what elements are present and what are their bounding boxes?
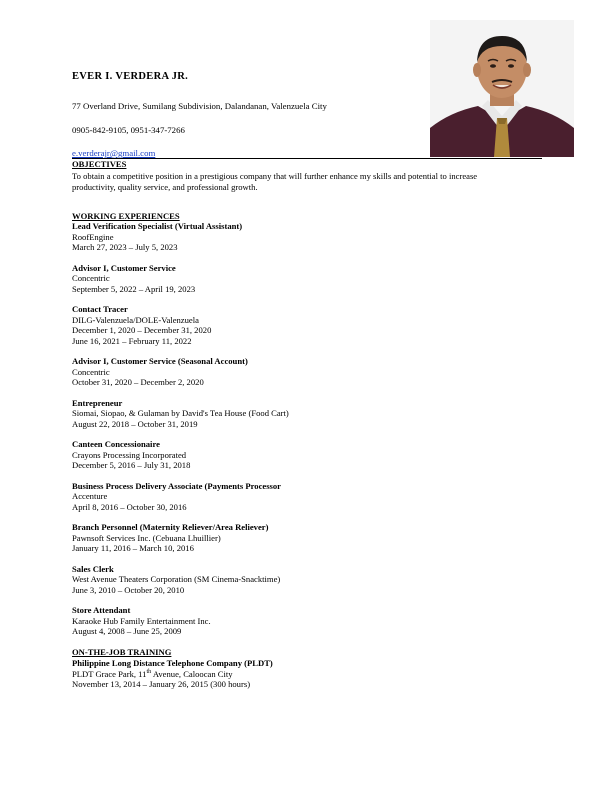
job-entry — [72, 481, 552, 513]
job-title: Advisor I, Customer Service — [72, 262, 176, 273]
job-employer: DILG-Valenzuela/DOLE-Valenzuela — [72, 314, 199, 325]
portrait-illustration — [430, 20, 574, 157]
job-title: Contact Tracer — [72, 304, 128, 314]
applicant-name: EVER I. VERDERA JR. — [72, 71, 189, 82]
job-employer: RoofEngine — [72, 231, 114, 242]
ojt-entry — [72, 658, 552, 690]
applicant-address: 77 Overland Drive, Sumilang Subdivision, Dalandanan, Valenzuela City — [72, 101, 327, 111]
job-employer: Concentric — [72, 366, 110, 377]
objectives-heading: OBJECTIVES — [72, 159, 127, 169]
job-dates: June 16, 2021 – February 11, 2022 — [72, 335, 192, 346]
job-entry — [72, 564, 552, 596]
job-title: Business Process Delivery Associate (Payments Processor — [72, 480, 281, 491]
job-employer: Crayons Processing Incorporated — [72, 449, 187, 460]
work-experience-heading: WORKING EXPERIENCES — [72, 211, 180, 221]
job-dates: April 8, 2016 – October 30, 2016 — [72, 501, 187, 512]
work-experience-list — [72, 221, 552, 647]
job-title: Lead Verification Specialist (Virtual Assistant) — [72, 221, 243, 231]
ojt-dates: November 13, 2014 – January 26, 2015 (300 hours) — [72, 679, 251, 689]
job-employer: Accenture — [72, 491, 108, 501]
applicant-phone: 0905-842-9105, 0951-347-7266 — [72, 125, 185, 135]
job-employer: Concentric — [72, 273, 110, 283]
job-title: Canteen Concessionaire — [72, 439, 160, 449]
job-dates: September 5, 2022 – April 19, 2023 — [72, 283, 196, 294]
job-entry — [72, 605, 552, 637]
job-employer: West Avenue Theaters Corporation (SM Cinema-Snacktime) — [72, 574, 281, 584]
ojt-address-sup: th — [146, 668, 152, 675]
job-dates: October 31, 2020 – December 2, 2020 — [72, 377, 204, 387]
job-employer: Siomai, Siopao, & Gulaman by David's Tea House (Food Cart) — [72, 408, 289, 418]
job-employer: Pawnsoft Services Inc. (Cebuana Lhuillier) — [72, 532, 221, 543]
objectives-text: To obtain a competitive position in a prestigious company that will further enhance my skills and potential to increase productivity, quality service, and professional growth. — [72, 171, 478, 192]
job-dates: June 3, 2010 – October 20, 2010 — [72, 584, 185, 595]
job-dates: March 27, 2023 – July 5, 2023 — [72, 242, 178, 252]
job-dates: August 22, 2018 – October 31, 2019 — [72, 418, 198, 429]
job-title: Advisor I, Customer Service (Seasonal Account) — [72, 356, 248, 366]
job-entry — [72, 304, 552, 346]
ojt-address — [72, 669, 552, 680]
job-title: Sales Clerk — [72, 563, 114, 574]
header-divider — [72, 158, 542, 159]
job-entry — [72, 356, 552, 388]
ojt-address-post: Avenue, Caloocan City — [151, 668, 233, 679]
ojt-company: Philippine Long Distance Telephone Company (PLDT) — [72, 658, 273, 668]
ojt-address-pre: PLDT Grace Park, 11 — [72, 668, 147, 679]
job-dates: August 4, 2008 – June 25, 2009 — [72, 626, 182, 636]
job-title: Branch Personnel (Maternity Reliever/Area Reliever) — [72, 522, 269, 532]
job-dates: December 1, 2020 – December 31, 2020 — [72, 325, 212, 335]
job-title: Store Attendant — [72, 605, 131, 615]
job-title: Entrepreneur — [72, 397, 123, 408]
job-entry — [72, 263, 552, 295]
job-employer: Karaoke Hub Family Entertainment Inc. — [72, 615, 211, 626]
job-dates: December 5, 2016 – July 31, 2018 — [72, 460, 191, 470]
job-entry — [72, 398, 552, 430]
job-entry — [72, 221, 552, 253]
job-dates: January 11, 2016 – March 10, 2016 — [72, 543, 194, 553]
applicant-email-link[interactable]: e.verderajr@gmail.com — [72, 148, 156, 158]
job-entry — [72, 439, 552, 471]
applicant-photo — [430, 20, 574, 157]
job-entry — [72, 522, 552, 554]
ojt-heading: ON-THE-JOB TRAINING — [72, 647, 172, 657]
